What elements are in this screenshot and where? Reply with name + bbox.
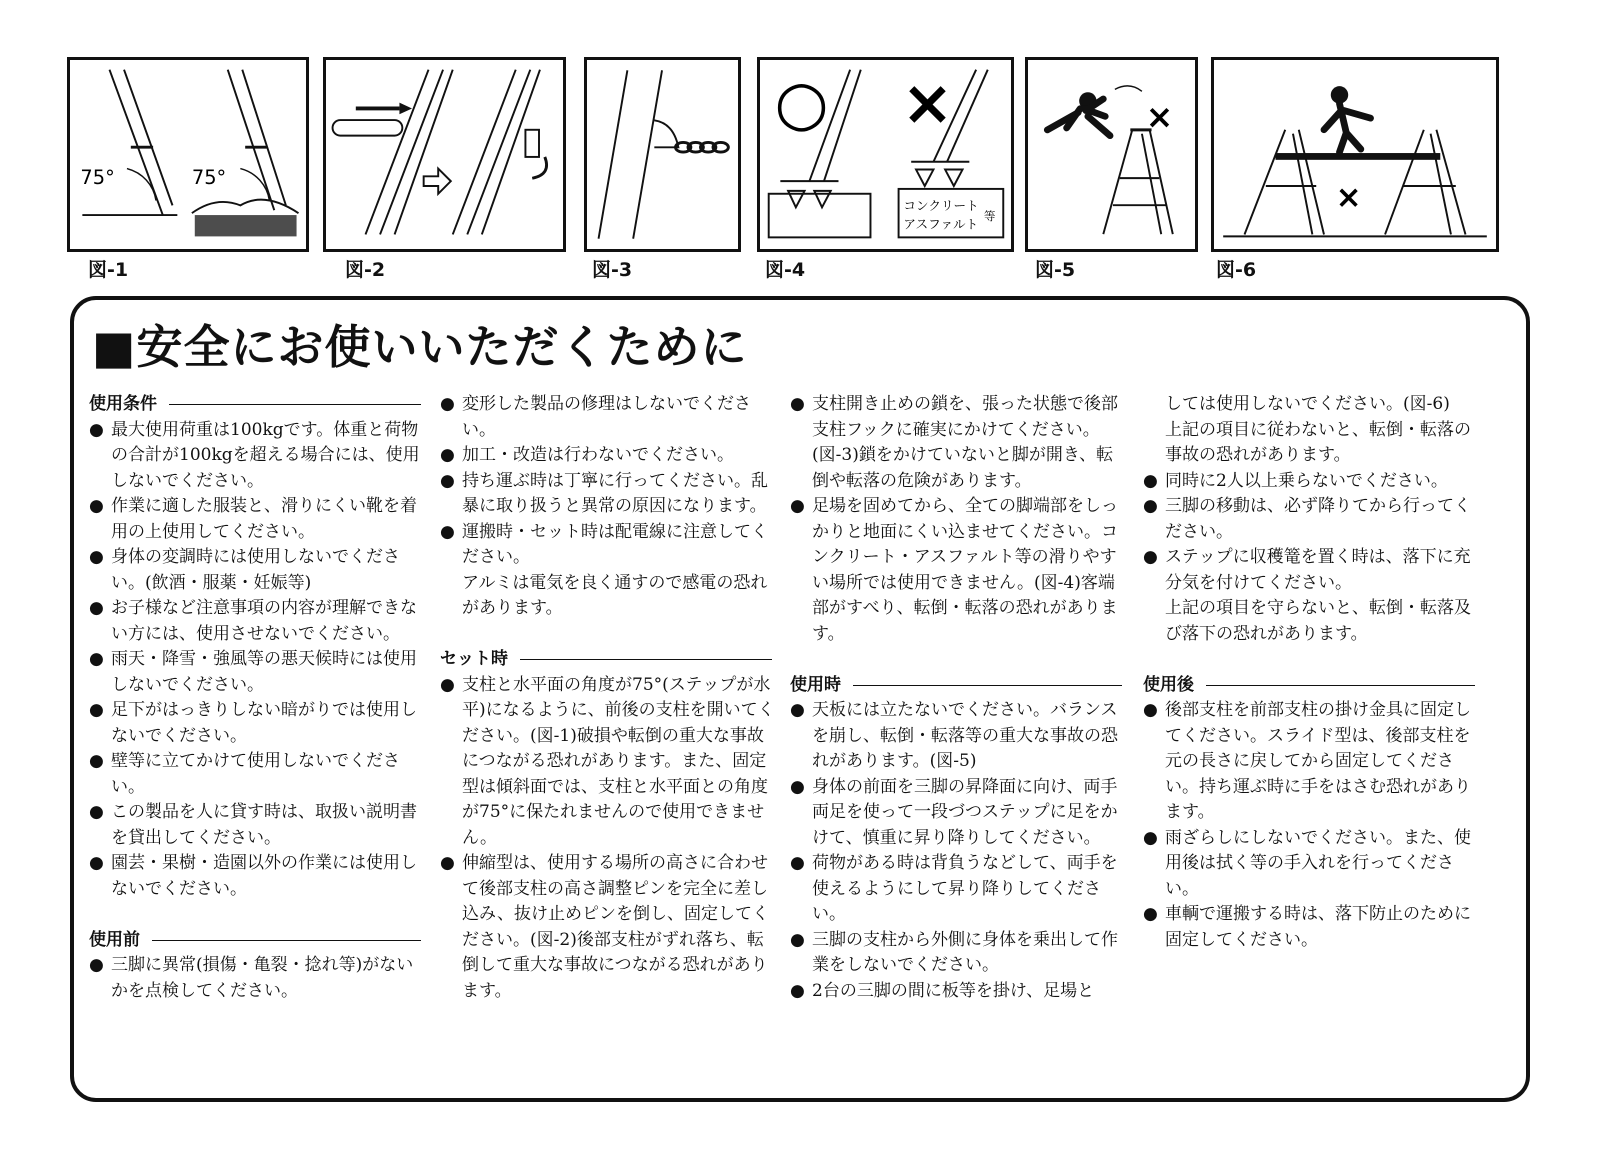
surface-label-1: コンクリート [903,198,979,214]
section-heading: 使用条件 [89,392,429,418]
list-item: ● 身体の変調時には使用しないでください。(飲酒・服薬・妊娠等) [89,547,400,593]
continued-text: しては使用しないでください。(図-6) [1165,394,1450,414]
list-item: ● 三脚の移動は、必ず降りてから行ってください。 [1143,496,1471,542]
figure-5 [1025,57,1198,252]
section-heading: セット時 [440,647,780,673]
note-text: アルミは電気を良く通すので感電の恐れがあります。 [462,572,768,618]
column-3 [790,392,1130,1004]
warning-text: 上記の項目に従わないと、転倒・転落の事故の恐れがあります。 [1165,419,1471,465]
ok-mark-icon: ○ [774,65,829,139]
list-item: ● この製品を人に貸す時は、取扱い説明書を貸出してください。 [89,802,417,848]
section-heading: 使用前 [89,928,429,954]
list-item: ● 支柱と水平面の角度が75°(ステップが水平)になるように、前後の支柱を開いてください。(図-1)破損や転倒の重大な事故につながる恐れがあります。また、固定型は傾斜面では、支柱と水平面との角度が75°に保たれませんので使用できません。 [440,674,775,848]
ng-mark-icon: × [1145,97,1174,136]
list-item: ● 雨ざらしにしないでください。また、使用後は拭く等の手入れを行ってください。 [1143,827,1471,899]
surface-suffix: 等 [983,208,996,223]
surface-label-2: アスファルト [903,216,979,232]
list-item: ● 加工・改造は行わないでください。 [440,445,734,465]
column-2 [440,392,780,1004]
list-item: ● 車輌で運搬する時は、落下防止のために固定してください。 [1143,904,1471,950]
list-item: ● 荷物がある時は背負うなどして、両手を使えるようにして昇り降りしてください。 [790,853,1118,924]
angle-label-left: 75° [80,166,115,190]
list-item: ● 三脚の支柱から外側に身体を乗出して作業をしないでください。 [790,929,1118,975]
ladder-angle-illustration [70,60,306,249]
column-1 [89,392,429,1004]
ng-mark-icon: × [1335,179,1362,216]
list-item: ● 持ち運ぶ時は丁寧に行ってください。乱暴に取り扱うと異常の原因になります。 [440,470,768,516]
list-item: ● 支柱開き止めの鎖を、張った状態で後部支柱フックに確実にかけてください。(図-3)鎖をかけていないと脚が開き、転倒や転落の危険があります。 [790,394,1118,491]
list-item: ● 最大使用荷重は100kgです。体重と荷物の合計が100kgを超える場合には、使用しないでください。 [89,419,420,491]
figure-1-label: 図-1 [88,259,129,281]
list-item: ● 伸縮型は、使用する場所の高さに合わせて後部支柱の高さ調整ピンを完全に差し込み、抜け止めピンを倒し、固定してください。(図-2)後部支柱がずれ落ち、転倒して重大な事故につながる恐れがあります。 [440,853,770,1001]
list-item: ● ステップに収穫篭を置く時は、落下に充分気を付けてください。 [1143,547,1471,593]
section-heading: 使用後 [1143,673,1483,699]
ground-illustration [760,60,1011,249]
figure-4 [757,57,1014,252]
list-item: ● 足下がはっきりしない暗がりでは使用しないでください。 [89,700,417,746]
list-item: ● 雨天・降雪・強風等の悪天候時には使用しないでください。 [89,649,417,695]
list-item: ● 変形した製品の修理はしないでください。 [440,394,751,440]
figure-2-label: 図-2 [345,259,386,281]
figure-5-label: 図-5 [1035,259,1076,281]
list-item: ● 身体の前面を三脚の昇降面に向け、両手両足を使って一段づつステップに足をかけて、慎重に昇り降りしてください。 [790,776,1118,848]
figure-4-label: 図-4 [765,259,806,281]
chain-illustration [587,60,738,249]
list-item: ● 足場を固めてから、全ての脚端部をしっかりと地面にくい込ませてください。コンクリート・アスファルト等の滑りやすい場所では使用できません。(図-4)客端部がすべり、転倒・転落の恐れがあります。 [790,496,1118,644]
angle-label-right: 75° [191,166,227,190]
figure-1 [67,57,309,252]
list-item: ● 天板には立たないでください。バランスを崩し、転倒・転落等の重大な事故の恐れがあります。(図-5) [790,700,1118,771]
figure-6-label: 図-6 [1216,259,1257,281]
figure-6 [1211,57,1499,252]
list-item: ● 2台の三脚の間に板等を掛け、足場と [790,980,1095,1001]
ng-mark-icon: × [901,65,954,139]
falling-person-illustration [1028,60,1195,249]
list-item: ● 後部支柱を前部支柱の掛け金具に固定してください。スライド型は、後部支柱を元の長さに戻してから固定してください。持ち運ぶ時に手をはさむ恐れがあります。 [1143,700,1471,822]
two-tripods-plank-illustration [1214,60,1496,249]
pin-adjustment-illustration [326,60,563,249]
section-heading: 使用時 [790,673,1130,699]
list-item: ● 運搬時・セット時は配電線に注意してください。 [440,521,768,567]
list-item: ● お子様など注意事項の内容が理解できない方には、使用させないでください。 [89,598,417,644]
figure-3-label: 図-3 [592,259,633,281]
figure-2 [323,57,566,252]
page-title: ■安全にお使いいただくために [92,320,748,374]
list-item: ● 壁等に立てかけて使用しないでください。 [89,751,400,797]
figure-3 [584,57,741,252]
list-item: ● 作業に適した服装と、滑りにくい靴を着用の上使用してください。 [89,496,417,542]
column-4 [1143,392,1483,953]
note-text: 上記の項目を守らないと、転倒・転落及び落下の恐れがあります。 [1165,598,1471,644]
list-item: ● 園芸・果樹・造園以外の作業には使用しないでください。 [89,853,417,899]
list-item: ● 三脚に異常(損傷・亀裂・捻れ等)がないかを点検してください。 [89,955,414,1001]
list-item: ● 同時に2人以上乗らないでください。 [1143,470,1448,491]
